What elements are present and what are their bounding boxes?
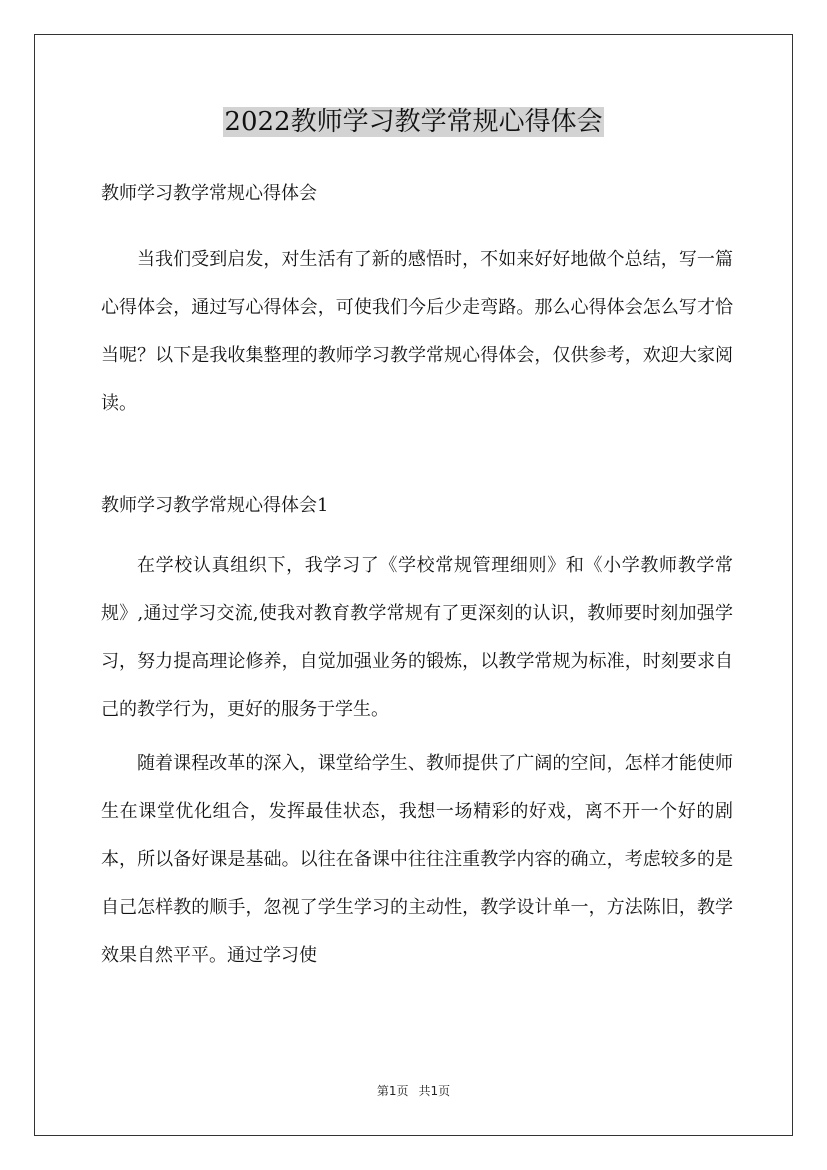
intro-heading: 教师学习教学常规心得体会 [101,183,317,204]
section1-heading: 教师学习教学常规心得体会1 [101,495,329,516]
section-spacer [101,428,733,488]
intro-paragraph: 当我们受到启发，对生活有了新的感悟时，不如来好好地做个总结，写一篇心得体会，通过写心得体会，可使我们今后少走弯路。那么心得体会怎么写才恰当呢？以下是我收集整理的教师学习教学常规心得体会，仅供参考，欢迎大家阅读。 [101,249,733,414]
section1-paragraph-2: 随着课程改革的深入，课堂给学生、教师提供了广阔的空间，怎样才能使师生在课堂优化组合，发挥最佳状态，我想一场精彩的好戏，离不开一个好的剧本，所以备好课是基础。以往在备课中往往注重教学内容的确立，考虑较多的是自己怎样教的顺手，忽视了学生学习的主动性，教学设计单一，方法陈旧，教学效果自然平平。通过学习使 [101,753,733,966]
page-footer [0,1082,827,1099]
document-title [0,104,827,140]
document-title-text: 2022教师学习教学常规心得体会 [224,107,603,137]
page-total: 共1页 [418,1084,451,1098]
section1-paragraph-1: 在学校认真组织下，我学习了《学校常规管理细则》和《小学教师教学常规》,通过学习交流,使我对教育教学常规有了更深刻的认识，教师要时刻加强学习，努力提高理论修养，自觉加强业务的锻炼，以教学常规为标准，时刻要求自己的教学行为，更好的服务于学生。 [101,555,733,720]
page-number: 第1页 [376,1084,409,1098]
document-body [101,176,733,980]
